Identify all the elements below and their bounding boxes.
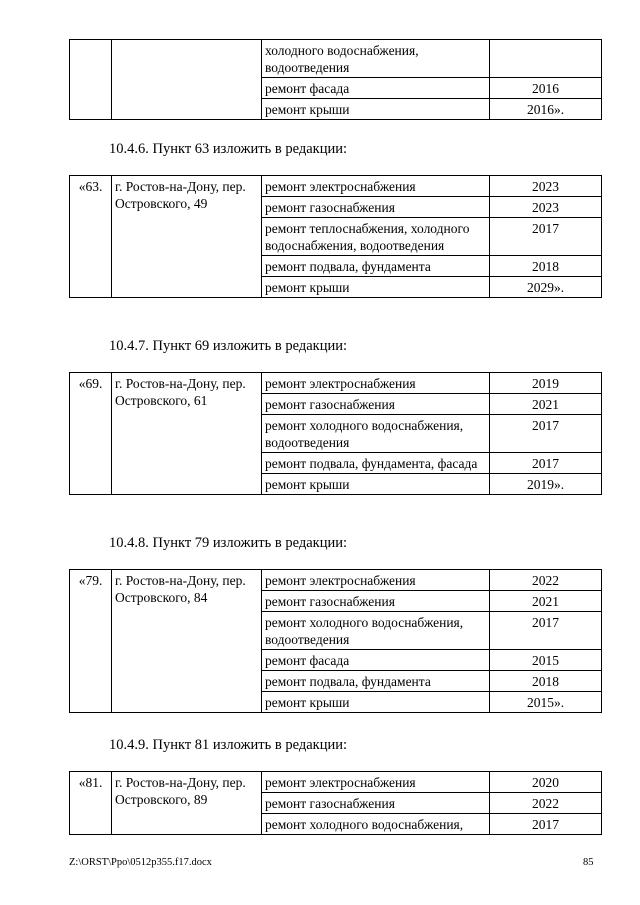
- year-cell: 2016: [490, 78, 602, 99]
- item-address: г. Ростов-на-Дону, пер. Островского, 84: [112, 570, 262, 713]
- work-cell: ремонт подвала, фундамента: [262, 256, 490, 277]
- work-cell: ремонт фасада: [262, 650, 490, 671]
- year-cell: 2018: [490, 671, 602, 692]
- year-cell: 2017: [490, 814, 602, 835]
- work-cell: ремонт газоснабжения: [262, 394, 490, 415]
- work-cell: ремонт электроснабжения: [262, 176, 490, 197]
- item-address: г. Ростов-на-Дону, пер. Островского, 89: [112, 772, 262, 835]
- work-cell: ремонт теплоснабжения, холодного водоснабжения, водоотведения: [262, 218, 490, 256]
- work-cell: ремонт электроснабжения: [262, 772, 490, 793]
- item-number: «69.: [70, 373, 112, 495]
- year-cell: 2019».: [490, 474, 602, 495]
- year-cell: 2022: [490, 793, 602, 814]
- item-table-81: [69, 771, 602, 835]
- item-number: «79.: [70, 570, 112, 713]
- top-table: [69, 39, 602, 120]
- work-cell: ремонт газоснабжения: [262, 591, 490, 612]
- section-heading: 10.4.9. Пункт 81 изложить в редакции:: [109, 737, 348, 753]
- year-cell: 2029».: [490, 277, 602, 298]
- work-cell: холодного водоснабжения, водоотведения: [262, 40, 490, 78]
- year-cell: 2021: [490, 394, 602, 415]
- work-cell: ремонт электроснабжения: [262, 570, 490, 591]
- work-cell: ремонт холодного водоснабжения, водоотведения: [262, 612, 490, 650]
- work-cell: ремонт холодного водоснабжения, водоотведения: [262, 415, 490, 453]
- year-cell: 2015».: [490, 692, 602, 713]
- year-cell: 2017: [490, 218, 602, 256]
- year-cell: 2021: [490, 591, 602, 612]
- table-row: [70, 373, 602, 394]
- item-address: г. Ростов-на-Дону, пер. Островского, 61: [112, 373, 262, 495]
- work-cell: ремонт крыши: [262, 99, 490, 120]
- item-table-63: [69, 175, 602, 298]
- work-cell: ремонт крыши: [262, 474, 490, 495]
- num-cell: [70, 40, 112, 120]
- work-cell: ремонт фасада: [262, 78, 490, 99]
- work-cell: ремонт подвала, фундамента, фасада: [262, 453, 490, 474]
- work-cell: ремонт крыши: [262, 692, 490, 713]
- work-cell: ремонт холодного водоснабжения,: [262, 814, 490, 835]
- work-cell: ремонт крыши: [262, 277, 490, 298]
- address-cell: [112, 40, 262, 120]
- work-cell: ремонт газоснабжения: [262, 197, 490, 218]
- year-cell: 2017: [490, 453, 602, 474]
- year-cell: [490, 40, 602, 78]
- section-heading: 10.4.6. Пункт 63 изложить в редакции:: [109, 141, 348, 157]
- table-row: [70, 176, 602, 197]
- year-cell: 2015: [490, 650, 602, 671]
- item-table-69: [69, 372, 602, 495]
- section-heading: 10.4.8. Пункт 79 изложить в редакции:: [109, 535, 348, 551]
- year-cell: 2019: [490, 373, 602, 394]
- year-cell: 2023: [490, 197, 602, 218]
- item-table-79: [69, 569, 602, 713]
- year-cell: 2017: [490, 612, 602, 650]
- year-cell: 2017: [490, 415, 602, 453]
- item-number: «63.: [70, 176, 112, 298]
- work-cell: ремонт электроснабжения: [262, 373, 490, 394]
- year-cell: 2023: [490, 176, 602, 197]
- table-row: [70, 772, 602, 793]
- year-cell: 2016».: [490, 99, 602, 120]
- footer-file-path: Z:\ORST\Ppo\0512p355.f17.docx: [69, 857, 212, 868]
- table-row: [70, 40, 602, 78]
- year-cell: 2022: [490, 570, 602, 591]
- item-number: «81.: [70, 772, 112, 835]
- work-cell: ремонт газоснабжения: [262, 793, 490, 814]
- item-address: г. Ростов-на-Дону, пер. Островского, 49: [112, 176, 262, 298]
- table-row: [70, 570, 602, 591]
- year-cell: 2020: [490, 772, 602, 793]
- work-cell: ремонт подвала, фундамента: [262, 671, 490, 692]
- section-heading: 10.4.7. Пункт 69 изложить в редакции:: [109, 338, 348, 354]
- page-number: 85: [583, 857, 594, 868]
- year-cell: 2018: [490, 256, 602, 277]
